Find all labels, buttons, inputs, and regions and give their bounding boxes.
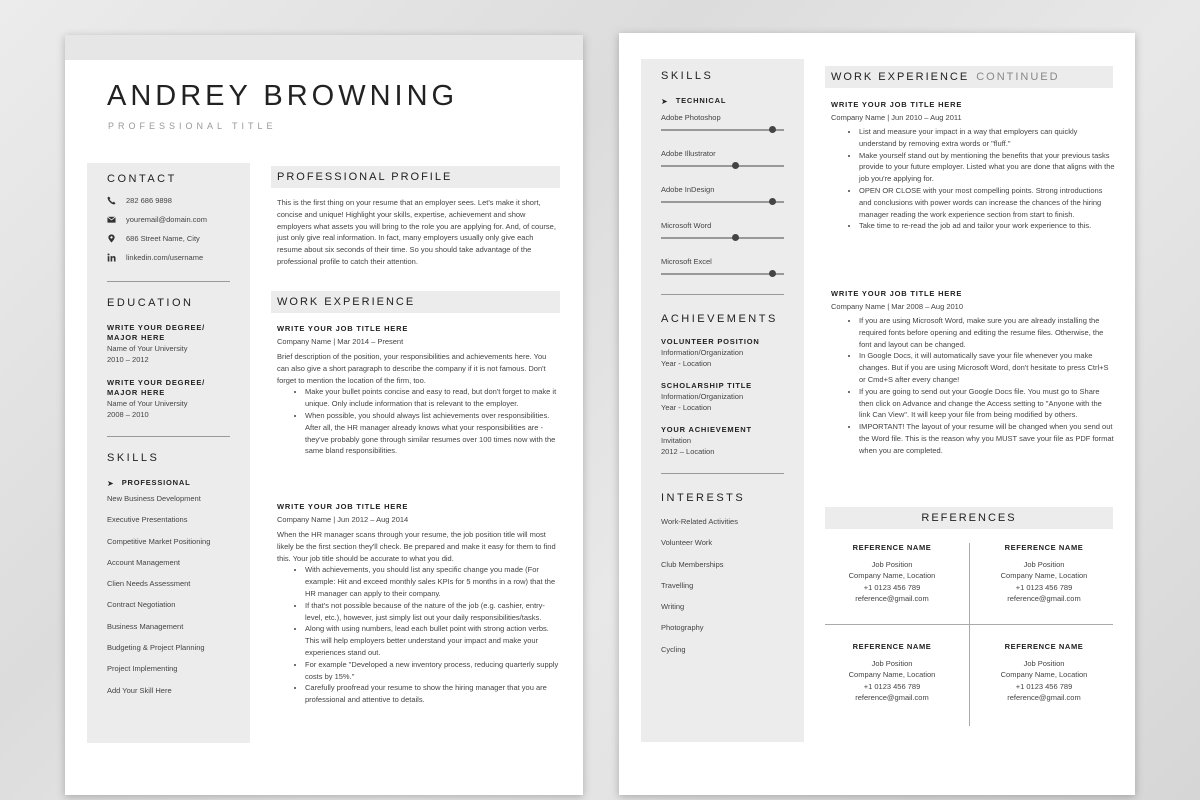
profile-heading: PROFESSIONAL PROFILE xyxy=(277,171,453,183)
university-name: Name of Your University xyxy=(107,344,188,353)
contact-email-row xyxy=(107,210,230,229)
list-item: New Business Development xyxy=(107,494,201,503)
list-item: • Make yourself stand out by mentioning the benefits that your previous tasks provide to your future employer. Listed what you are done that aligns with the job you're applying for. xyxy=(859,150,1115,185)
list-item: Account Management xyxy=(107,557,180,567)
degree-line: MAJOR HERE xyxy=(107,333,166,342)
contact-linkedin-row xyxy=(107,248,230,267)
skills-list xyxy=(107,494,230,707)
list-item: Competitive Market Positioning xyxy=(107,536,211,546)
job-description: When the HR manager scans through your resume, the job position title will most likely be the first section they'll check. Be prepared and make it easy for them to find this. Your job title should be accurate to what you did. xyxy=(277,530,556,563)
skills-subheading-row xyxy=(107,478,230,488)
divider xyxy=(661,294,784,295)
skill-slider-item xyxy=(661,184,784,209)
company-line: Company Name | Mar 2014 – Present xyxy=(277,337,404,346)
work-continued-heading: WORK EXPERIENCE xyxy=(831,71,970,83)
section-header-profile xyxy=(271,166,560,188)
slider-track xyxy=(661,273,784,275)
list-item: • With achievements, you should list any specific change you made (For example: Hit and exceed monthly sales KPIs for 5 months in a row) that the HR manager can apply to their company. xyxy=(305,564,559,599)
job-bullets xyxy=(831,315,1115,457)
list-item: • If you are going to send out your Google Docs file. You must go to Share then click on Advance and change the Access setting to "Anyone with the link Can View". It will keep your file from being modified by others. xyxy=(859,386,1115,421)
list-item: • List and measure your impact in a way that employers can quickly understand by removing extra words or "fluff." xyxy=(859,126,1115,150)
skill-level-slider xyxy=(661,231,784,245)
slider-knob xyxy=(769,270,776,277)
job-description: Brief description of the position, your responsibilities and achievements here. You can also give a short paragraph to describe the company if it is not famous. Don't forget to mention the location of the firm, too. xyxy=(277,352,547,385)
divider xyxy=(107,436,230,437)
sidebar xyxy=(641,59,804,742)
skill-slider-item xyxy=(661,148,784,173)
reference-phone: +1 0123 456 789 xyxy=(1015,681,1073,691)
work-continued-suffix: CONTINUED xyxy=(976,71,1060,83)
education-entry xyxy=(107,378,230,420)
skills-subheading: TECHNICAL xyxy=(675,96,727,105)
skill-level-slider xyxy=(661,195,784,209)
job-title: WRITE YOUR JOB TITLE HERE xyxy=(831,100,963,109)
list-item: Cycling xyxy=(661,644,686,654)
contact-phone-row xyxy=(107,191,230,210)
list-item: Club Memberships xyxy=(661,559,724,569)
achievement-detail: Year - Location xyxy=(661,359,712,368)
job-bullets xyxy=(277,564,559,706)
reference-position: Job Position xyxy=(871,559,913,569)
references-horizontal-divider xyxy=(825,624,1113,625)
achievement-title: YOUR ACHIEVEMENT xyxy=(661,425,752,434)
reference-company: Company Name, Location xyxy=(848,670,936,679)
job-bullets xyxy=(277,386,559,457)
resume-page-1 xyxy=(65,35,583,795)
list-item: • If that's not possible because of the nature of the job (e.g. cashier, entry-level, etc.), however, just simply list out your daily responsibilities/tasks. xyxy=(305,600,559,624)
skill-name: Adobe Photoshop xyxy=(661,113,721,122)
list-item: Work-Related Activities xyxy=(661,517,738,526)
reference-email[interactable]: reference@gmail.com xyxy=(1007,693,1081,702)
education-heading: EDUCATION xyxy=(107,297,194,309)
list-item: Project Implementing xyxy=(107,664,178,674)
work-heading: WORK EXPERIENCE xyxy=(277,296,416,308)
job-bullets xyxy=(831,126,1115,232)
slider-knob xyxy=(732,234,739,241)
job-entry xyxy=(277,502,559,706)
reference-card xyxy=(969,641,1119,704)
list-item: Volunteer Work xyxy=(661,538,713,548)
skills-heading: SKILLS xyxy=(107,452,160,464)
reference-email[interactable]: reference@gmail.com xyxy=(855,693,929,702)
achievement-detail: Year - Location xyxy=(661,403,712,412)
linkedin-icon xyxy=(107,253,116,262)
location-pin-icon xyxy=(107,234,116,243)
achievement-detail: Invitation xyxy=(661,436,692,445)
education-entry xyxy=(107,323,230,365)
list-item: • Make your bullet points concise and easy to read, but don't forget to make it unique. Only include information that is relevant to the employer. xyxy=(305,386,559,410)
contact-phone: 282 686 9898 xyxy=(126,196,172,205)
contact-address-row xyxy=(107,229,230,248)
reference-email[interactable]: reference@gmail.com xyxy=(855,594,929,603)
references-heading: REFERENCES xyxy=(921,512,1017,524)
list-item: Photography xyxy=(661,623,704,633)
list-item: • When possible, you should always list achievements over responsibilities. After all, the HR manager already knows what your responsibilities are - they've probably gone through similar resumes over 100 times now with the same bland responsibilities. xyxy=(305,410,559,457)
skill-name: Microsoft Word xyxy=(661,221,712,230)
achievement-detail: Information/Organization xyxy=(661,392,744,401)
skills-subheading-row xyxy=(661,96,784,106)
achievement-entry xyxy=(661,337,784,369)
contact-email[interactable]: youremail@domain.com xyxy=(126,215,207,224)
list-item: Clien Needs Assessment xyxy=(107,579,191,589)
section-header-references xyxy=(825,507,1113,529)
reference-name: REFERENCE NAME xyxy=(1004,543,1084,552)
reference-card xyxy=(969,542,1119,605)
skills-subheading: PROFESSIONAL xyxy=(121,478,191,487)
education-years: 2008 – 2010 xyxy=(107,410,149,419)
achievement-detail: 2012 – Location xyxy=(661,447,715,456)
achievement-entry xyxy=(661,425,784,457)
skills-heading: SKILLS xyxy=(661,70,714,82)
reference-company: Company Name, Location xyxy=(1000,670,1088,679)
reference-position: Job Position xyxy=(871,658,913,668)
slider-knob xyxy=(769,126,776,133)
list-item: Travelling xyxy=(661,580,694,590)
skill-slider-item xyxy=(661,220,784,245)
slider-knob xyxy=(769,198,776,205)
education-years: 2010 – 2012 xyxy=(107,355,149,364)
list-item: • If you are using Microsoft Word, make sure you are already installing the required fonts before opening and editing the resume files. Otherwise, the font and layout can be changed. xyxy=(859,315,1115,350)
arrow-right-icon: ➤ xyxy=(661,96,668,106)
skill-sliders xyxy=(661,112,784,281)
interests-list xyxy=(661,517,784,666)
reference-position: Job Position xyxy=(1023,658,1065,668)
degree-line: MAJOR HERE xyxy=(107,388,166,397)
list-item: Add Your Skill Here xyxy=(107,685,172,695)
professional-title: PROFESSIONAL TITLE xyxy=(108,121,277,131)
slider-track xyxy=(661,129,784,131)
job-entry xyxy=(831,289,1115,457)
profile-text: This is the first thing on your resume that an employer sees. Let's make it short, concise and unique! Highlight your skills, expertise, achievement and show employers what assets you will bring to the role you are applying for. And, of course, just only give real information. In fact, many employers usually only give each resume about six seconds of their time. So you should take advantage of the professional profile to catch their attention. xyxy=(277,198,556,266)
envelope-icon xyxy=(107,215,116,224)
sidebar xyxy=(87,163,250,743)
skill-name: Adobe Illustrator xyxy=(661,149,716,158)
list-item: • Carefully proofread your resume to show the hiring manager that you are professional and attentive to details. xyxy=(305,682,559,706)
slider-track xyxy=(661,237,784,239)
page-top-band xyxy=(65,35,583,60)
skill-slider-item xyxy=(661,256,784,281)
contact-linkedin[interactable]: linkedin.com/username xyxy=(126,253,204,262)
interests-heading: INTERESTS xyxy=(661,492,746,504)
contact-address: 686 Street Name, City xyxy=(126,234,200,243)
achievement-detail: Information/Organization xyxy=(661,348,744,357)
reference-phone: +1 0123 456 789 xyxy=(863,681,921,691)
reference-company: Company Name, Location xyxy=(1000,571,1088,580)
skill-level-slider xyxy=(661,267,784,281)
divider xyxy=(661,473,784,474)
list-item: • Take time to re-read the job ad and tailor your work experience to this. xyxy=(859,220,1115,232)
contact-heading: CONTACT xyxy=(107,173,177,185)
job-title: WRITE YOUR JOB TITLE HERE xyxy=(831,289,963,298)
achievement-entry xyxy=(661,381,784,413)
list-item: • IMPORTANT! The layout of your resume will be changed when you send out the Word file. This is the reason why you MUST save your file as PDF format when you are completed. xyxy=(859,421,1115,456)
skill-level-slider xyxy=(661,159,784,173)
list-item: Contract Negotiation xyxy=(107,600,176,610)
achievement-title: SCHOLARSHIP TITLE xyxy=(661,381,752,390)
skill-name: Adobe InDesign xyxy=(661,185,715,194)
achievement-title: VOLUNTEER POSITION xyxy=(661,337,760,346)
company-line: Company Name | Mar 2008 – Aug 2010 xyxy=(831,302,964,311)
slider-track xyxy=(661,201,784,203)
reference-email[interactable]: reference@gmail.com xyxy=(1007,594,1081,603)
divider xyxy=(107,281,230,282)
job-title: WRITE YOUR JOB TITLE HERE xyxy=(277,324,409,333)
reference-phone: +1 0123 456 789 xyxy=(1015,582,1073,592)
list-item: • Along with using numbers, lead each bullet point with strong action verbs. This will help employers better understand your impact and make your experiences stand out. xyxy=(305,623,559,658)
reference-name: REFERENCE NAME xyxy=(1004,642,1084,651)
list-item: • In Google Docs, it will automatically save your file whenever you make changes. But if you are using Microsoft Word, don't hesitate to press Ctrl+S or Cmd+S after every change! xyxy=(859,350,1115,385)
reference-card xyxy=(817,641,967,704)
list-item: Executive Presentations xyxy=(107,515,188,525)
degree-line: WRITE YOUR DEGREE/ xyxy=(107,378,206,387)
list-item: Business Management xyxy=(107,621,184,631)
skill-name: Microsoft Excel xyxy=(661,257,712,266)
reference-position: Job Position xyxy=(1023,559,1065,569)
job-entry xyxy=(831,100,1115,232)
list-item: • OPEN OR CLOSE with your most compelling points. Strong introductions and conclusions with power words can increase the chances of the hiring manager reading the work experience section from start to finish. xyxy=(859,185,1115,220)
skill-level-slider xyxy=(661,123,784,137)
reference-card xyxy=(817,542,967,605)
phone-icon xyxy=(107,196,116,205)
slider-track xyxy=(661,165,784,167)
section-header-work xyxy=(271,291,560,313)
list-item: Budgeting & Project Planning xyxy=(107,643,205,653)
job-entry xyxy=(277,324,559,457)
reference-name: REFERENCE NAME xyxy=(852,642,932,651)
list-item: Writing xyxy=(661,602,685,612)
resume-page-2 xyxy=(619,33,1135,795)
company-line: Company Name | Jun 2012 – Aug 2014 xyxy=(277,515,409,524)
university-name: Name of Your University xyxy=(107,399,188,408)
reference-company: Company Name, Location xyxy=(848,571,936,580)
candidate-name: ANDREY BROWNING xyxy=(107,80,459,112)
section-header-work-continued xyxy=(825,66,1113,88)
achievements-heading: ACHIEVEMENTS xyxy=(661,313,778,325)
list-item: • For example "Developed a new inventory process, reducing quarterly supply costs by 15%." xyxy=(305,659,559,683)
arrow-right-icon: ➤ xyxy=(107,478,114,488)
job-title: WRITE YOUR JOB TITLE HERE xyxy=(277,502,409,511)
slider-knob xyxy=(732,162,739,169)
company-line: Company Name | Jun 2010 – Aug 2011 xyxy=(831,113,962,122)
reference-name: REFERENCE NAME xyxy=(852,543,932,552)
reference-phone: +1 0123 456 789 xyxy=(863,582,921,592)
skill-slider-item xyxy=(661,112,784,137)
degree-line: WRITE YOUR DEGREE/ xyxy=(107,323,206,332)
